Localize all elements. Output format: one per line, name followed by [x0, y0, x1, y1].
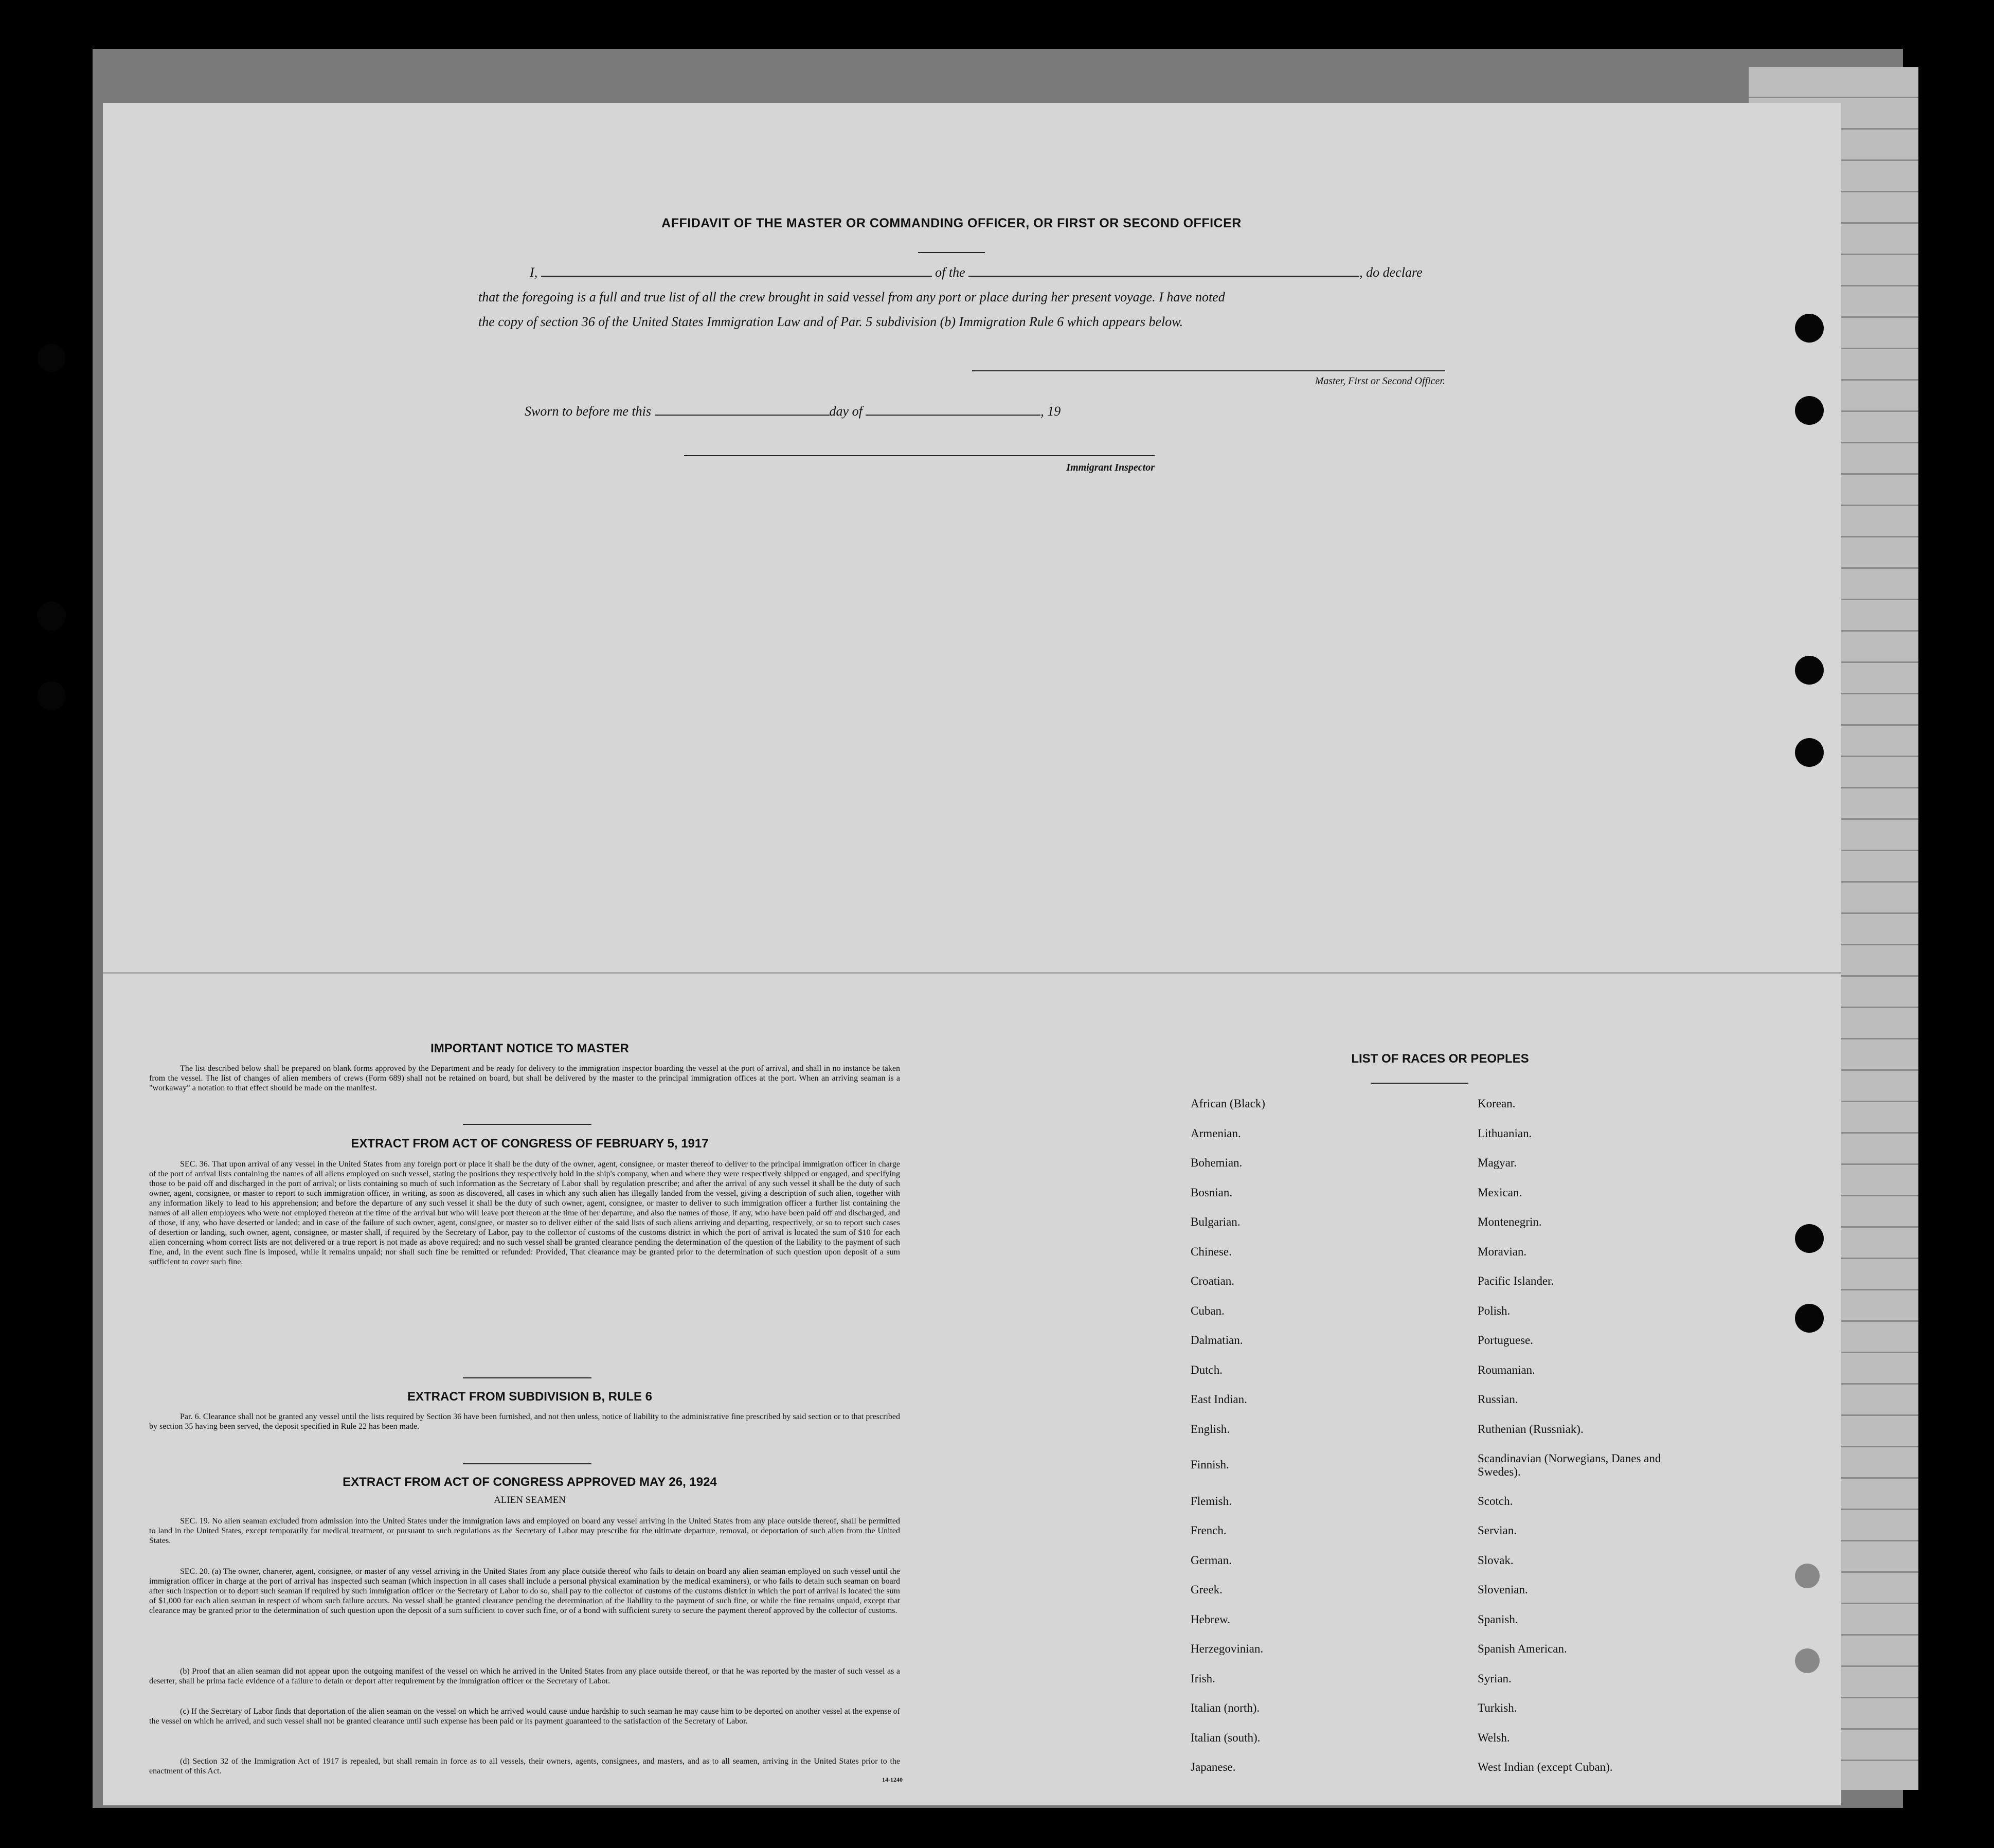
vessel-name-blank[interactable]	[968, 265, 1359, 277]
affidavit-title: AFFIDAVIT OF THE MASTER OR COMMANDING OFFICER, OR FIRST OR SECOND OFFICER	[661, 216, 1242, 230]
race-item: Magyar.	[1478, 1156, 1517, 1169]
notice-title: IMPORTANT NOTICE TO MASTER	[430, 1042, 629, 1055]
affidavit-declare-line	[530, 265, 1450, 280]
punch-hole	[1795, 656, 1824, 685]
race-item: Ruthenian (Russniak).	[1478, 1422, 1584, 1436]
race-item: Chinese.	[1191, 1245, 1232, 1258]
extract-1924-subtitle: ALIEN SEAMEN	[494, 1495, 566, 1505]
sworn-label: Sworn to before me this	[525, 404, 652, 419]
punch-hole	[37, 681, 66, 710]
race-item: Finnish.	[1191, 1458, 1229, 1471]
punch-hole	[37, 602, 66, 631]
race-item: Armenian.	[1191, 1126, 1241, 1140]
affidavit-statement-line: that the foregoing is a full and true list of all the crew brought in said vessel from any port or place during her present voyage. I have noted	[478, 290, 1225, 304]
race-item: Russian.	[1478, 1393, 1518, 1406]
affidavit-of-label: of the	[935, 265, 965, 280]
sec-19-text: SEC. 19. No alien seaman excluded from admission into the United States under the immigration laws and employed on board any vessel arriving in the United States from any place outside thereof, shall be permitted to land in the United States, except temporarily for medical treatment, or pursuant to such regulations as the Secretary of Labor may prescribe for the ultimate departure, removal, or deportation of such alien from the United States.	[149, 1517, 900, 1545]
year-label: , 19	[1040, 404, 1061, 419]
race-item: Herzegovinian.	[1191, 1642, 1264, 1655]
race-item: Dalmatian.	[1191, 1334, 1243, 1347]
race-item: Scandinavian (Norwegians, Danes and Swedes).	[1478, 1452, 1661, 1478]
race-item: Pacific Islander.	[1478, 1275, 1554, 1287]
punch-hole	[1795, 314, 1824, 343]
race-item: Spanish.	[1478, 1612, 1518, 1626]
sec-20c-text: (c) If the Secretary of Labor finds that deportation of the alien seaman on the vessel on which he arrived would cause undue hardship to such seaman he may cause him to be deported on another vessel at the expense of the vessel on which he arrived, and such vessel shall not be granted clearance until such expense has been paid or its payment guaranteed to the satisfaction of the Secretary of Labor.	[149, 1707, 900, 1726]
race-item: Servian.	[1478, 1524, 1517, 1537]
race-item: Slovak.	[1478, 1553, 1514, 1567]
punch-hole	[37, 344, 66, 372]
race-item: Dutch.	[1191, 1363, 1223, 1376]
divider	[463, 1463, 591, 1464]
extract-1924-title: EXTRACT FROM ACT OF CONGRESS APPROVED MAY 26, 1924	[343, 1475, 717, 1489]
race-item: Flemish.	[1191, 1494, 1232, 1508]
inspector-signature-line[interactable]	[684, 455, 1155, 456]
sworn-day-blank[interactable]	[655, 404, 830, 416]
race-item: Roumanian.	[1478, 1363, 1535, 1376]
race-item: Italian (south).	[1191, 1731, 1261, 1744]
race-item: Moravian.	[1478, 1245, 1527, 1258]
race-item: Slovenian.	[1478, 1583, 1528, 1596]
sec-20a-text: SEC. 20. (a) The owner, charterer, agent, consignee, or master of any vessel arriving in the United States from any place outside thereof who fails to detain on board any alien seaman employed on such vessel until the immigration officer in charge at the port of arrival has inspected such seaman (which inspection in all cases shall include a personal physical examination by the medical examiners), or who fails to detain such seaman on board after such inspection or to deport such seaman if required by such immigration officer or the Secretary of Labor to do so, shall pay to the collector of customs of the customs district in which the port of arrival is located the sum of $1,000 for each alien seaman in respect of whom such failure occurs. No vessel shall be granted clearance pending the determination of the liability to the payment of such fine, or while the fine remains unpaid, except that clearance may be granted prior to the determination of such question upon the deposit of a sum sufficient to cover such fine, or of a bond with sufficient surety to secure the payment thereof approved by the collector of customs.	[149, 1567, 900, 1615]
sworn-month-blank[interactable]	[866, 404, 1040, 416]
race-item: West Indian (except Cuban).	[1478, 1761, 1613, 1773]
officer-name-blank[interactable]	[541, 265, 932, 277]
punch-hole	[1795, 1224, 1824, 1253]
race-item: Montenegrin.	[1478, 1215, 1542, 1228]
punch-hole	[1795, 1304, 1824, 1333]
divider	[463, 1124, 591, 1125]
form-number: 14-1240	[882, 1776, 903, 1783]
race-item: Welsh.	[1478, 1731, 1510, 1744]
race-item: Turkish.	[1478, 1701, 1517, 1714]
master-signature-line[interactable]	[972, 370, 1445, 371]
race-item: Portuguese.	[1478, 1334, 1533, 1347]
race-item: Scotch.	[1478, 1494, 1513, 1508]
day-of-label: day of	[829, 404, 863, 419]
races-title: LIST OF RACES OR PEOPLES	[1351, 1052, 1529, 1066]
affidavit-statement-line: the copy of section 36 of the United States Immigration Law and of Par. 5 subdivision (b) Immigration Rule 6 which appears below.	[478, 314, 1183, 329]
race-item: Bohemian.	[1191, 1156, 1243, 1169]
punch-hole	[1795, 1648, 1820, 1673]
affidavit-i-label: I,	[530, 265, 538, 280]
race-item: Bosnian.	[1191, 1186, 1233, 1199]
divider	[1371, 1083, 1468, 1084]
race-item: Spanish American.	[1478, 1642, 1567, 1655]
race-item: Italian (north).	[1191, 1701, 1260, 1714]
race-item: Bulgarian.	[1191, 1215, 1241, 1228]
extract-rule6-title: EXTRACT FROM SUBDIVISION B, RULE 6	[407, 1390, 653, 1404]
punch-hole	[1795, 1564, 1820, 1588]
race-item: East Indian.	[1191, 1393, 1247, 1406]
race-item: Greek.	[1191, 1583, 1223, 1596]
page-fold-line	[103, 972, 1841, 974]
affidavit-declare-label: , do declare	[1359, 265, 1423, 280]
race-item: Korean.	[1478, 1097, 1516, 1110]
race-item: Hebrew.	[1191, 1612, 1231, 1626]
race-item: Croatian.	[1191, 1275, 1234, 1287]
master-signature-label: Master, First or Second Officer.	[1315, 375, 1445, 387]
inspector-signature-label: Immigrant Inspector	[1066, 462, 1155, 473]
race-item: Irish.	[1191, 1672, 1215, 1685]
race-item: African (Black)	[1191, 1097, 1265, 1110]
race-item: Cuban.	[1191, 1304, 1225, 1317]
punch-hole	[1795, 396, 1824, 425]
sec-20b-text: (b) Proof that an alien seaman did not appear upon the outgoing manifest of the vessel on which he arrived in the United States from any place outside thereof, or that he was reported by the master of such vessel as a deserter, shall be prima facie evidence of a failure to detain or deport after requirement by the immigration officer or the Secretary of Labor.	[149, 1667, 900, 1685]
divider	[918, 252, 985, 253]
race-item: Syrian.	[1478, 1672, 1512, 1685]
extract-1917-text: SEC. 36. That upon arrival of any vessel in the United States from any foreign port or place it shall be the duty of the owner, agent, consignee, or master thereof to deliver to the principal immigration officer in charge of the port of arrival lists containing the names of all aliens employed on such vessel, stating the positions they respectively hold in the ship's company, when and where they were respectively shipped or engaged, and specifying those to be paid off and discharged in the port of arrival; or lists containing so much of such information as the Secretary of Labor shall by regulation prescribe; and after the arrival of any such vessel it shall be the duty of such owner, agent, consignee, or master to report to such immigration officer, in writing, as soon as discovered, all cases in which any such alien has illegally landed from the vessel, giving a description of such alien, together with any information likely to lead to his apprehension; and before the departure of any such vessel it shall be the duty of such owner, agent, consignee, or master to deliver to such immigration officer a further list containing the names of all alien employees who were not employed thereon at the time of the arrival but who will leave port thereon at the time of her departure, and also the names of those, if any, who have been paid off and discharged, and of those, if any, who have deserted or landed; and in case of the failure of such owner, agent, consignee, or master so to deliver either of the said lists of such aliens arriving and departing, respectively, or so to report such cases of desertion or landing, such owner, agent, consignee, or master shall, if required by the Secretary of Labor, pay to the collector of customs of the customs district in which the port of arrival is located the sum of $10 for each alien concerning whom correct lists are not delivered or a true report is not made as above required; and no such vessel shall be granted clearance pending the determination of the question of the liability to the payment of such fine, and, in the event such fine is imposed, while it remains unpaid; nor shall such fine be remitted or refunded: Provided, That clearance may be granted prior to the determination of such question upon deposit of a sum sufficient to cover such fine.	[149, 1160, 900, 1266]
punch-hole	[1795, 738, 1824, 767]
race-item: Polish.	[1478, 1304, 1511, 1317]
race-item: French.	[1191, 1524, 1227, 1537]
extract-rule6-text: Par. 6. Clearance shall not be granted any vessel until the lists required by Section 36 have been furnished, and not then unless, notice of liability to the administrative fine prescribed by said section or to that prescribed by section 35 having been served, the deposit specified in Rule 22 has been made.	[149, 1412, 900, 1431]
sec-20d-text: (d) Section 32 of the Immigration Act of 1917 is repealed, but shall remain in force as to all vessels, their owners, agents, consignees, and masters, and as to all seamen, arriving in the United States prior to the enactment of this Act.	[149, 1757, 900, 1775]
race-item: Lithuanian.	[1478, 1126, 1532, 1140]
form-page	[103, 103, 1841, 1805]
race-item: English.	[1191, 1422, 1230, 1436]
notice-text: The list described below shall be prepared on blank forms approved by the Department and be ready for delivery to the immigration inspector boarding the vessel at the port of arrival, and shall in no instance be taken from the vessel. The list of changes of alien members of crews (Form 689) shall not be retained on board, but shall be delivered by the master to the principal immigration offices at the port. When an arriving seaman is a "workaway" a notation to that effect should be made on the manifest.	[149, 1064, 900, 1092]
divider	[463, 1377, 591, 1378]
extract-1917-title: EXTRACT FROM ACT OF CONGRESS OF FEBRUARY 5, 1917	[351, 1137, 709, 1151]
race-item: Japanese.	[1191, 1761, 1236, 1773]
sworn-line	[525, 404, 1193, 419]
race-item: German.	[1191, 1553, 1232, 1567]
race-item: Mexican.	[1478, 1186, 1522, 1199]
